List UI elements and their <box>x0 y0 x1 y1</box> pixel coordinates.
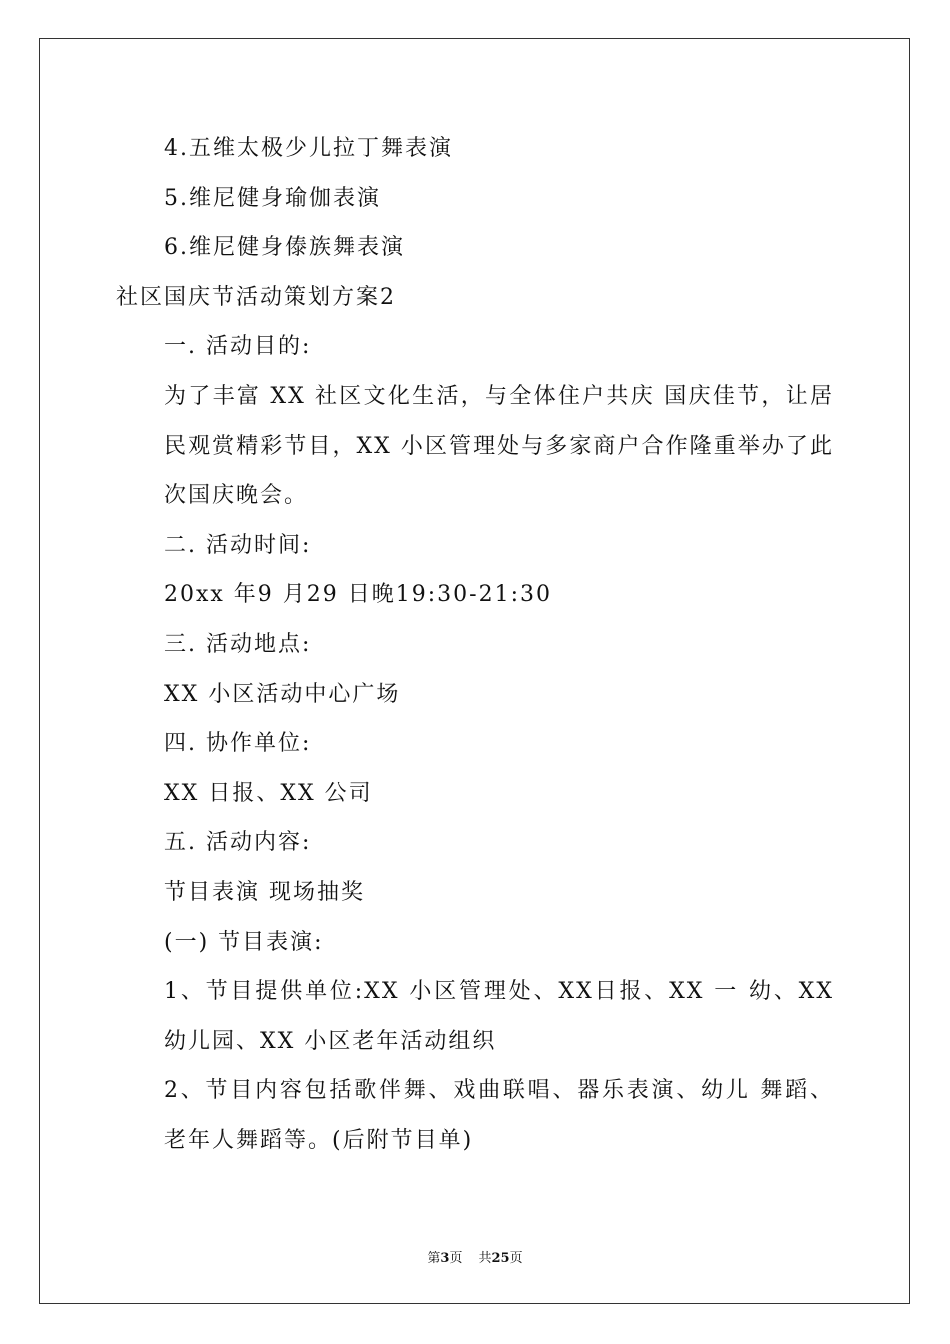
list-item-6: 6.维尼健身傣族舞表演 <box>164 235 405 261</box>
footer-page-suffix: 页 <box>449 1251 463 1266</box>
footer-total-pages: 25 <box>491 1251 510 1266</box>
document-body <box>116 124 834 1165</box>
paragraph-providers: 1、节目提供单位:XX 小区管理处、XX日报、XX 一 幼、XX 幼儿园、XX 小区老年活动组织 <box>164 979 834 1054</box>
footer-prefix: 第 <box>427 1251 441 1266</box>
heading-purpose: 一. 活动目的: <box>164 334 312 360</box>
paragraph-purpose: 为了丰富 XX 社区文化生活，与全体住户共庆 国庆佳节，让居民观赏精彩节目，XX 小区管理处与多家商户合作隆重举办了此次国庆晚会。 <box>164 383 834 509</box>
event-time: 20xx 年9 月29 日晚19:30-21:30 <box>164 582 553 608</box>
list-item-5: 5.维尼健身瑜伽表演 <box>164 185 381 211</box>
event-partners: XX 日报、XX 公司 <box>164 780 373 806</box>
footer-page-number: 3 <box>440 1251 450 1266</box>
section-title: 社区国庆节活动策划方案2 <box>116 284 396 310</box>
event-location: XX 小区活动中心广场 <box>164 681 401 707</box>
heading-time: 二. 活动时间: <box>164 532 312 558</box>
heading-partners: 四. 协作单位: <box>164 731 312 757</box>
event-content: 节目表演 现场抽奖 <box>164 879 365 905</box>
footer-total-suffix: 页 <box>509 1251 523 1266</box>
list-item-4: 4.五维太极少儿拉丁舞表演 <box>164 136 453 161</box>
heading-content: 五. 活动内容: <box>164 830 312 856</box>
subheading-performance: (一) 节目表演: <box>164 929 324 955</box>
paragraph-program: 2、节目内容包括歌伴舞、戏曲联唱、器乐表演、幼儿 舞蹈、老年人舞蹈等。(后附节目单) <box>164 1078 834 1153</box>
page-footer <box>0 1247 950 1266</box>
heading-location: 三. 活动地点: <box>164 631 312 657</box>
footer-total-prefix: 共 <box>478 1251 492 1266</box>
